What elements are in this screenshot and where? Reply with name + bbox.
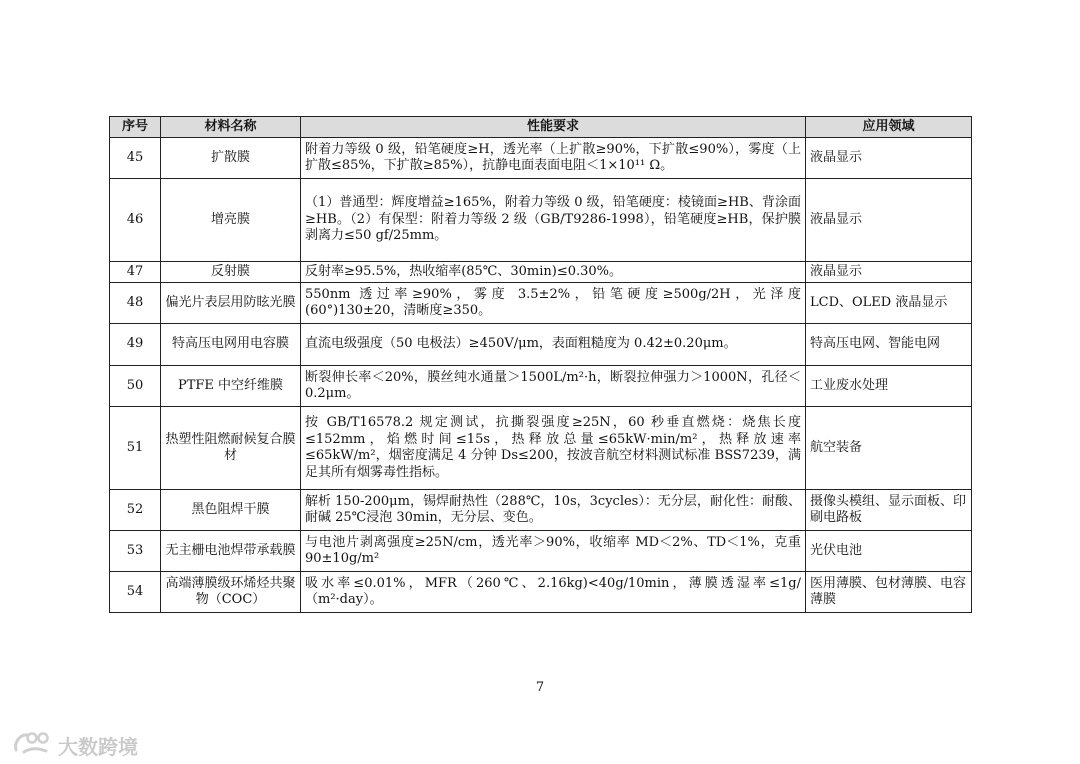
row-index: 51: [110, 407, 161, 490]
row-material-name: 扩散膜: [161, 138, 301, 179]
watermark-text: 大数跨境: [58, 735, 138, 759]
table-row: [110, 531, 972, 572]
row-application: 医用薄膜、包材薄膜、电容薄膜: [806, 572, 972, 613]
table-body: [110, 138, 972, 613]
row-application: 航空装备: [806, 407, 972, 490]
row-performance: 反射率≥95.5%，热收缩率(85℃、30min)≤0.30%。: [301, 262, 806, 283]
materials-table: [109, 116, 972, 613]
row-material-name: 热塑性阻燃耐候复合膜材: [161, 407, 301, 490]
row-index: 49: [110, 324, 161, 366]
row-index: 54: [110, 572, 161, 613]
header-application: 应用领域: [806, 117, 972, 138]
row-application: 液晶显示: [806, 138, 972, 179]
row-performance: 解析 150-200μm，锡焊耐热性（288℃，10s，3cycles）：无分层，耐化性：耐酸、耐碱 25℃浸泡 30min，无分层、变色。: [301, 490, 806, 531]
brand-logo-icon: [12, 730, 52, 761]
table-row: [110, 262, 972, 283]
header-index: 序号: [110, 117, 161, 138]
row-performance: 吸水率≤0.01%，MFR（260℃、2.16kg)<40g/10min，薄膜透湿率≤1g/（m²·day）。: [301, 572, 806, 613]
table-row: [110, 490, 972, 531]
row-application: 液晶显示: [806, 262, 972, 283]
row-material-name: PTFE 中空纤维膜: [161, 366, 301, 407]
row-application: LCD、OLED 液晶显示: [806, 283, 972, 324]
table-row: [110, 138, 972, 179]
table-row: [110, 324, 972, 366]
header-performance: 性能要求: [301, 117, 806, 138]
row-index: 52: [110, 490, 161, 531]
row-material-name: 偏光片表层用防眩光膜: [161, 283, 301, 324]
page-number: 7: [535, 680, 545, 695]
table-header: [110, 117, 972, 138]
row-material-name: 反射膜: [161, 262, 301, 283]
row-performance: 与电池片剥离强度≥25N/cm，透光率＞90%，收缩率 MD＜2%、TD＜1%，克重 90±10g/m²: [301, 531, 806, 572]
row-application: 液晶显示: [806, 179, 972, 262]
row-application: 摄像头模组、显示面板、印刷电路板: [806, 490, 972, 531]
header-material-name: 材料名称: [161, 117, 301, 138]
table-header-row: [110, 117, 972, 138]
row-performance: （1）普通型：辉度增益≥165%，附着力等级 0 级，铅笔硬度：棱镜面≥HB、背涂面≥HB。（2）有保型：附着力等级 2 级（GB/T9286-1998），铅笔硬度≥HB，保护膜剥离力≤50 gf/25mm。: [301, 179, 806, 262]
row-application: 特高压电网、智能电网: [806, 324, 972, 366]
row-material-name: 特高压电网用电容膜: [161, 324, 301, 366]
row-index: 46: [110, 179, 161, 262]
row-index: 45: [110, 138, 161, 179]
row-performance: 直流电级强度（50 电极法）≥450V/μm，表面粗糙度为 0.42±0.20μm。: [301, 324, 806, 366]
row-performance: 550nm 透过率≥90%，雾度 3.5±2%，铅笔硬度≥500g/2H，光泽度(60°)130±20，清晰度≥350。: [301, 283, 806, 324]
row-application: 光伏电池: [806, 531, 972, 572]
row-performance: 附着力等级 0 级，铅笔硬度≥H，透光率（上扩散≥90%，下扩散≤90%），雾度（上扩散≤85%，下扩散≥85%），抗静电面表面电阻＜1×10¹¹ Ω。: [301, 138, 806, 179]
watermark: [12, 730, 138, 761]
row-performance: 断裂伸长率＜20%，膜丝纯水通量＞1500L/m²·h，断裂拉伸强力＞1000N，孔径＜0.2μm。: [301, 366, 806, 407]
row-application: 工业废水处理: [806, 366, 972, 407]
row-index: 47: [110, 262, 161, 283]
row-index: 48: [110, 283, 161, 324]
row-material-name: 高端薄膜级环烯烃共聚物（COC）: [161, 572, 301, 613]
row-index: 50: [110, 366, 161, 407]
row-material-name: 无主栅电池焊带承载膜: [161, 531, 301, 572]
row-material-name: 黑色阻焊干膜: [161, 490, 301, 531]
table-row: [110, 407, 972, 490]
table-row: [110, 283, 972, 324]
row-material-name: 增亮膜: [161, 179, 301, 262]
row-performance: 按 GB/T16578.2 规定测试，抗撕裂强度≥25N，60 秒垂直燃烧：烧焦长度≤152mm，焰燃时间≤15s，热释放总量≤65kW·min/m²，热释放速率≤65kW/m²，烟密度满足 4 分钟 Ds≤200，按波音航空材料测试标准 BSS7239，满足其所有烟雾毒性指标。: [301, 407, 806, 490]
row-index: 53: [110, 531, 161, 572]
table-row: [110, 179, 972, 262]
table-row: [110, 366, 972, 407]
table-row: [110, 572, 972, 613]
